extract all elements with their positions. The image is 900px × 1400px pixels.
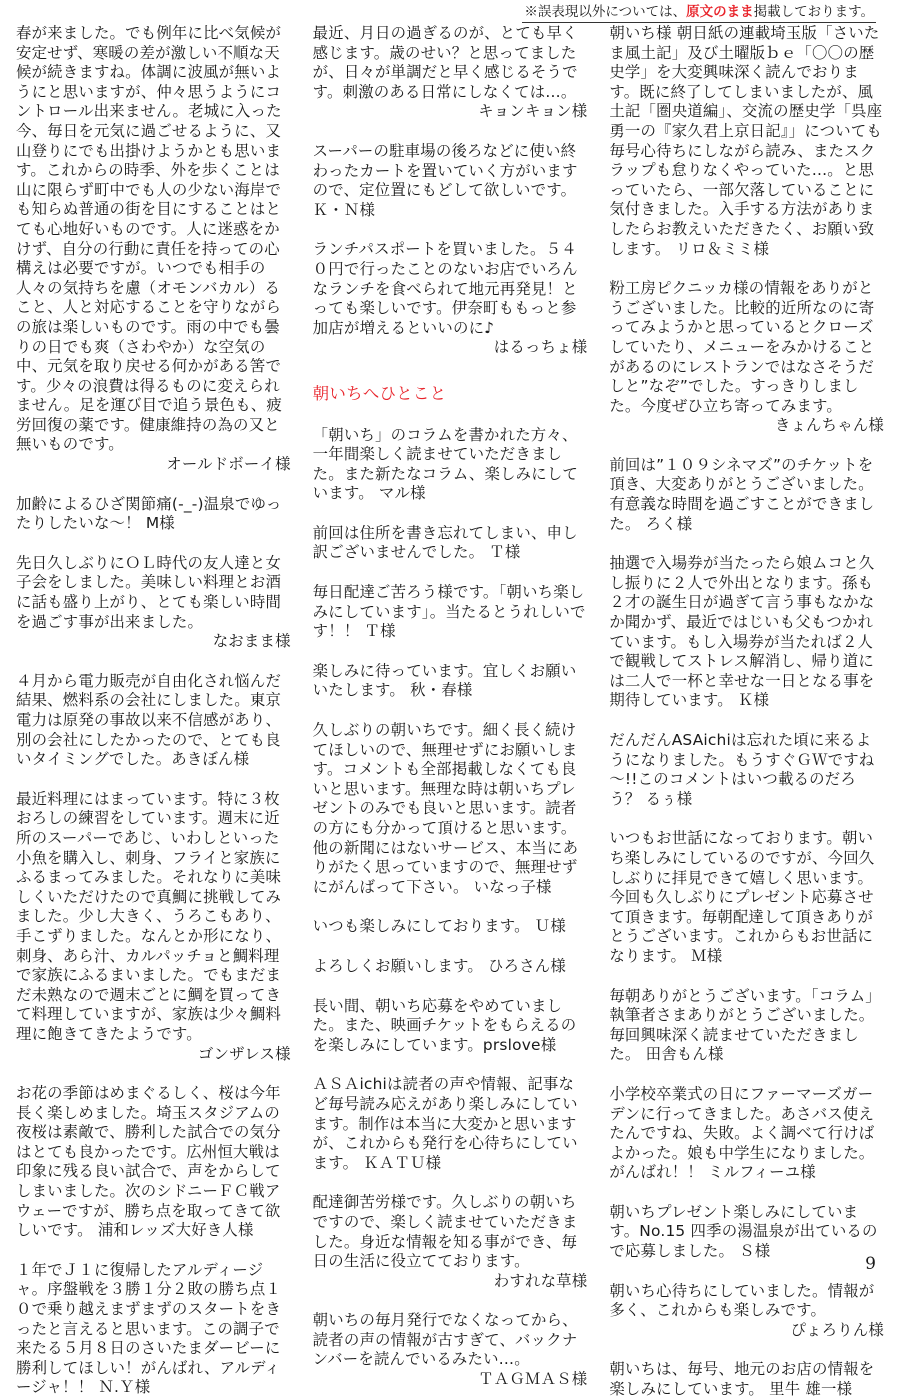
comment-text: ４月から電力販売が自由化され悩んだ結果、燃料系の会社にしました。東京電力は原発の事故以来不信感があり、別の会社にしたかったので、とても良いタイミングでした。あきぼん様	[16, 671, 282, 769]
notice-text-before: ※誤表現以外については、	[524, 4, 687, 20]
comment-text: 配達御苦労様です。久しぶりの朝いちですので、楽しく読ませていただきました。身近な情報を知る事ができ、毎日の生活に役立てております。	[312, 1193, 578, 1271]
comment-signature: わすれな草様	[493, 1271, 588, 1290]
comment-text: 先日久しぶりにＯＬ時代の友人達と女子会をしました。美味しい料理とお酒に話も盛り上がり、とても楽しい時間を過ごす事が出来ました。	[16, 553, 282, 631]
comment-text: １年でＪ１に復帰したアルディージャ。序盤戦を３勝１分２敗の勝ち点１０で乗り越えまずまずのスタートをきったと言えると思います。この調子で来たる５月８日のさいたまダービーに勝利してほしい！がんばれ、アルディージャ！！ Ｎ.Ｙ様	[16, 1260, 282, 1397]
reader-comments-columns	[16, 24, 885, 1399]
reader-comment	[16, 1084, 291, 1241]
reader-comment	[313, 1193, 588, 1291]
column-left	[16, 24, 291, 1397]
comment-text: 毎日配達ご苦ろう様です。「朝いち楽しみにしています」。当たるとうれしいです！！ Ｔ様	[312, 583, 586, 641]
reader-comment	[609, 987, 884, 1065]
reader-comment	[313, 240, 588, 358]
reader-comment	[609, 1360, 884, 1399]
reader-comment	[313, 426, 588, 504]
notice-highlight: 原文のまま	[686, 4, 754, 20]
comment-text: 「朝いち」のコラムを書かれた方々、一年間楽しく読ませていただきました。また新たなコラム、楽しみにしています。 マル様	[312, 425, 579, 503]
reader-comment	[609, 554, 884, 711]
reader-comment	[609, 1282, 884, 1341]
reader-comment	[609, 279, 884, 436]
reader-comment	[609, 731, 884, 809]
comment-text: 朝いち様 朝日紙の連載埼玉版「さいたま風土記」及び土曜版ｂｅ「〇〇の歴史学」を大変興味深く読んでおります。既に終了してしまいましたが、風土記「圏央道編」、交流の歴史学「呉座勇一の『家久君上京日記』」についても毎号心待ちにしながら読み、またスクラップも怠りなくやっていた…。と思っていたら、一部欠落していることに気付きました。入手する方法がありましたらお教えいただきたく、お願い致します。 リロ＆ミミ様	[609, 24, 883, 258]
comment-signature: はるっちょ様	[493, 338, 588, 357]
reader-comment	[609, 829, 884, 966]
comment-text: ランチパスポートを買いました。５４０円で行ったことのないお店でいろんなランチを食べられて地元再発見！とっても楽しいです。伊奈町ももっと参加店が増えるといいのに♪	[312, 240, 578, 337]
reader-comment	[313, 721, 588, 897]
column-middle	[312, 24, 588, 1389]
comment-text: 朝いち心待ちにしていました。情報が多く、これからも楽しみです。	[609, 1281, 875, 1320]
reader-comment	[313, 1075, 588, 1173]
comment-signature: なおまま様	[212, 632, 291, 651]
comment-text: 小学校卒業式の日にファーマーズガーデンに行ってきました。あさバス使えたんですね、失敗。よく調べて行けばよかった。娘も中学生になりました。がんばれ！！ ミルフィーユ様	[609, 1084, 875, 1182]
comment-text: スーパーの駐車場の後ろなどに使い終わったカートを置いていく方がいますので、定位置にもどして欲しいです。 Ｋ・Ｎ様	[312, 141, 578, 219]
comment-signature: オールドボーイ様	[166, 455, 291, 474]
comment-text: 朝いちプレゼント楽しみにしています。No.15 四季の湯温泉が出ているので応募しました。 Ｓ様	[609, 1202, 878, 1261]
comment-text: 長い間、朝いち応募をやめていました。また、映画チケットをもらえるのを楽しみにしています。prslove様	[312, 996, 577, 1054]
reader-comment	[609, 1085, 884, 1183]
comment-text: 前回は”１０９シネマズ”のチケットを頂き、大変ありがとうございました。有意義な時間を過ごすことができました。 ろく様	[609, 455, 875, 533]
reader-comment	[16, 24, 291, 475]
reader-comment	[313, 24, 588, 122]
reader-comment	[16, 554, 291, 652]
reader-comment	[609, 24, 884, 259]
reader-comment	[609, 1203, 884, 1262]
notice-text-after: 掲載しております。	[753, 4, 874, 20]
comment-signature: ＴＡＧＭＡＳ様	[478, 1370, 588, 1389]
reader-comment	[16, 495, 291, 534]
reader-comment	[313, 583, 588, 642]
comment-text: よろしくお願いします。 ひろさん様	[312, 956, 566, 975]
comment-text: 前回は住所を書き忘れてしまい、申し訳ございませんでした。 Ｔ様	[312, 523, 578, 562]
comment-text: 最近料理にはまっています。特に３枚おろしの練習をしています。週末に近所のスーパーであじ、いわしといった小魚を購入し、刺身、フライと家族にふるまってみました。それなりに美味しくいただけたので真鯛に挑戦してみました。少し大きく、うろこもあり、手こずりました。なんとか形になり、刺身、あら汁、カルパッチョと鯛料理で家族にふるまいました。でもまだまだ未熟なので週末ごとに鯛を買ってきて料理していますが、家族は少々鯛料理に飽きてきたようです。	[16, 789, 282, 1043]
comment-signature: ぴょろりん様	[790, 1320, 885, 1339]
comment-text: 朝いちの毎月発行でなくなってから、読者の声の情報が古すぎて、バックナンバーを読んでいるみたい…。	[312, 1311, 578, 1369]
comment-text: 加齢によるひざ関節痛(-_-)温泉でゆったりしたいな～！ M様	[16, 494, 282, 533]
editorial-notice	[522, 3, 876, 23]
comment-text: ＡＳＡichiは読者の声や情報、記事など毎号読み応えがあり楽しみにしています。制作は本当に大変かと思いますが、これからも発行を心待ちにしています。 ＫＡＴＵ様	[312, 1075, 578, 1172]
comment-text: 毎朝ありがとうございます。「コラム」執筆者さまありがとうございました。毎回興味深く読ませていただきました。 田舎もん様	[609, 986, 881, 1064]
column-right	[609, 24, 885, 1399]
comment-text: 粉工房ピクニッカ様の情報をありがとうございました。比較的近所なのに寄ってみようかと思っているとクローズしていたり、メニューをみかけることがあるのにレストランではなさそうだしと”なぞ”でした。すっきりしました。今度ぜひ立ち寄ってみます。	[609, 279, 875, 415]
reader-comment	[313, 662, 588, 701]
comment-text: いつも楽しみにしております。 Ｕ様	[312, 917, 566, 936]
reader-comment	[313, 997, 588, 1056]
page-number: 9	[865, 1254, 876, 1274]
reader-comment	[313, 142, 588, 220]
reader-comment	[313, 917, 588, 937]
comment-text: お花の季節はめまぐるしく、桜は今年長く楽しめました。埼玉スタジアムの夜桜は素敵で、勝利した試合での気分はとても良かったです。広州恒大戦は印象に残る良い試合で、声をからしてしまいました。次のシドニーＦＣ戦アウェーですが、勝ち点を取ってきて欲しいです。 浦和レッズ大好き人様	[16, 1084, 281, 1240]
comment-text: 抽選で入場券が当たったら娘ムコと久し振りに２人で外出となります。孫も２才の誕生日が過ぎて言う事もなかなか聞かず、最近ではじいも父もつかれています。もし入場券が当たれば２人で観戦してストレス解消し、帰り道には二人で一杯と幸せな一日となる事を期待しています。 Ｋ様	[609, 554, 875, 710]
reader-comment	[16, 790, 291, 1064]
comment-signature: きょんちゃん様	[774, 416, 885, 435]
reader-comment	[16, 672, 291, 770]
comment-text: 久しぶりの朝いちです。細く長く続けてほしいので、無理せずにお願いします。コメントも全部掲載しなくても良いと思います。無理な時は朝いちプレゼントのみでも良いと思います。読者の方にも分かって頂けると思います。他の新聞にはないサービス、本当にありがたく思っていますので、無理せずにがんばって下さい。 いなっ子様	[312, 721, 579, 896]
reader-comment	[16, 1261, 291, 1398]
reader-comment	[609, 456, 884, 534]
comment-signature: キョンキョン様	[478, 102, 588, 121]
comment-text: 春が来ました。でも例年に比べ気候が安定せず、寒暖の差が激しい不順な天候が続きますね。体調に波風が無いようにと思いますが、仲々思うようにコントロール出来ません。老城に入った今、毎日を元気に過ごせるように、又山登りにでも出掛けようかとも思います。これからの時季、外を歩くことは山に限らず町中でも人の少ない海岸でも知らぬ普通の街を目にすることはとても心地好いものです。人に迷惑をかけず、自分の行動に責任を持っての心構えは必要ですが。いつでも相手の人々の気持ちを慮（オモンバカル）ること、人と対応することを守りながらの旅は楽しいものです。雨の中でも曇りの日でも爽（さわやか）な空気の中、元気を取り戻せる何かがある筈です。少々の浪費は得るものに変えられません。足を運び目で追う景色も、疲労回復の薬です。健康維持の為の又と無いものです。	[16, 24, 282, 454]
reader-comment	[313, 524, 588, 563]
comment-signature: ゴンザレス様	[197, 1044, 291, 1063]
comment-text: 楽しみに待っています。宜しくお願いいたします。 秋・春様	[312, 661, 577, 700]
comment-text: だんだんASAichiは忘れた頃に来るようになりました。もうすぐＧＷですね～!!このコメントはいつ載るのだろう？ るぅ様	[609, 731, 875, 808]
reader-comment	[313, 957, 588, 977]
comment-text: 最近、月日の過ぎるのが、とても早く感じます。歳のせい？と思ってましたが、日々が単調だと早く感じるそうです。刺激のある日常にしなくては…。	[312, 24, 578, 101]
comment-text: いつもお世話になっております。朝いち楽しみにしているのですが、今回久しぶりに拝見できて嬉しく思います。今回も久しぶりにプレゼント応募させて頂きます。毎朝配達して頂きありがとうございます。これからもお世話になります。 Ｍ様	[609, 829, 875, 965]
section-heading: 朝いちへひとこと	[312, 383, 447, 403]
comment-text: 朝いちは、毎号、地元のお店の情報を楽しみにしています。 里牛 雄一様	[609, 1360, 875, 1399]
reader-comment	[313, 1311, 588, 1389]
